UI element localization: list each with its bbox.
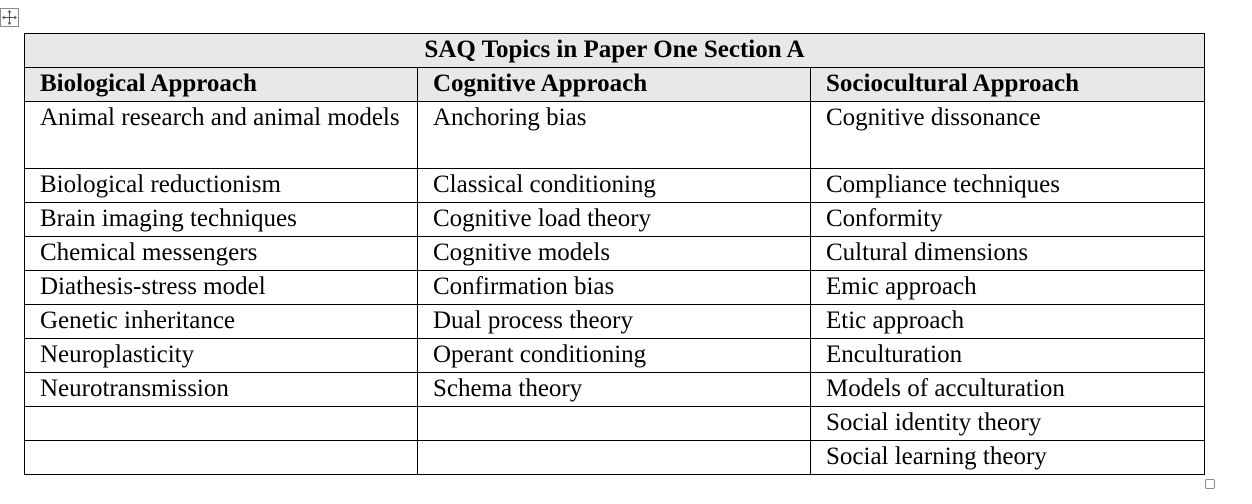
cell-text: Animal research and animal models <box>40 104 400 131</box>
table-resize-handle-icon[interactable] <box>1205 479 1215 489</box>
table-cell[interactable] <box>811 305 1205 339</box>
table-cell[interactable] <box>811 102 1205 169</box>
table-cell[interactable] <box>25 203 418 237</box>
table-move-handle-icon[interactable] <box>0 8 19 27</box>
table-cell[interactable] <box>418 271 811 305</box>
cell-text: Enculturation <box>826 341 963 368</box>
cell-text: Schema theory <box>433 375 583 402</box>
table-cell[interactable] <box>418 237 811 271</box>
table-cell[interactable] <box>811 169 1205 203</box>
table-cell[interactable] <box>418 441 811 475</box>
table-cell[interactable] <box>811 407 1205 441</box>
table-cell[interactable] <box>25 407 418 441</box>
cell-text: Social identity theory <box>826 409 1042 436</box>
table-cell[interactable] <box>418 305 811 339</box>
table-cell[interactable] <box>25 373 418 407</box>
table-cell[interactable] <box>811 373 1205 407</box>
table-cell[interactable] <box>25 237 418 271</box>
cell-text: Cognitive dissonance <box>826 104 1041 131</box>
table-cell[interactable] <box>25 271 418 305</box>
cell-text: Conformity <box>826 205 943 232</box>
cell-text: Operant conditioning <box>433 341 647 368</box>
table-cell[interactable] <box>25 102 418 169</box>
cell-text: Emic approach <box>826 273 977 300</box>
cell-text: Etic approach <box>826 307 965 334</box>
cell-text: Brain imaging techniques <box>40 205 297 232</box>
column-header-biological: Biological Approach <box>25 68 418 102</box>
table-cell[interactable] <box>811 237 1205 271</box>
table-row <box>25 339 1205 373</box>
table-cell[interactable] <box>811 339 1205 373</box>
table-cell[interactable] <box>418 203 811 237</box>
table-row <box>25 203 1205 237</box>
cell-text: Chemical messengers <box>40 239 258 266</box>
column-header-cognitive: Cognitive Approach <box>418 68 811 102</box>
cell-text: Compliance techniques <box>826 171 1060 198</box>
table-cell[interactable] <box>811 203 1205 237</box>
cell-text: Dual process theory <box>433 307 633 334</box>
cell-text: Neuroplasticity <box>40 341 195 368</box>
table-cell[interactable] <box>25 441 418 475</box>
table-body <box>25 102 1205 475</box>
cell-text: Diathesis-stress model <box>40 273 266 300</box>
cell-text: Neurotransmission <box>40 375 229 402</box>
cell-text: Social learning theory <box>826 443 1047 470</box>
table-row <box>25 169 1205 203</box>
table-row <box>25 407 1205 441</box>
table-cell[interactable] <box>418 102 811 169</box>
table-cell[interactable] <box>418 373 811 407</box>
cell-text: Anchoring bias <box>433 104 587 131</box>
table-cell[interactable] <box>25 339 418 373</box>
table-cell[interactable] <box>25 169 418 203</box>
saq-topics-table <box>24 33 1205 475</box>
table-cell[interactable] <box>418 339 811 373</box>
cell-text: Models of acculturation <box>826 375 1065 402</box>
table-cell[interactable] <box>811 271 1205 305</box>
table-row <box>25 373 1205 407</box>
table-row <box>25 441 1205 475</box>
cell-text: Cognitive load theory <box>433 205 652 232</box>
column-header-sociocultural: Sociocultural Approach <box>811 68 1205 102</box>
cell-text: Genetic inheritance <box>40 307 236 334</box>
cell-text: Confirmation bias <box>433 273 615 300</box>
table-cell[interactable] <box>25 305 418 339</box>
table-row <box>25 271 1205 305</box>
cell-text: Biological reductionism <box>40 171 281 198</box>
table-cell[interactable] <box>811 441 1205 475</box>
table-row <box>25 305 1205 339</box>
table-row <box>25 102 1205 169</box>
cell-text: Cultural dimensions <box>826 239 1029 266</box>
table-cell[interactable] <box>418 407 811 441</box>
table-row <box>25 237 1205 271</box>
cell-text: Cognitive models <box>433 239 611 266</box>
table-cell[interactable] <box>418 169 811 203</box>
table-title: SAQ Topics in Paper One Section A <box>25 34 1205 68</box>
cell-text: Classical conditioning <box>433 171 656 198</box>
